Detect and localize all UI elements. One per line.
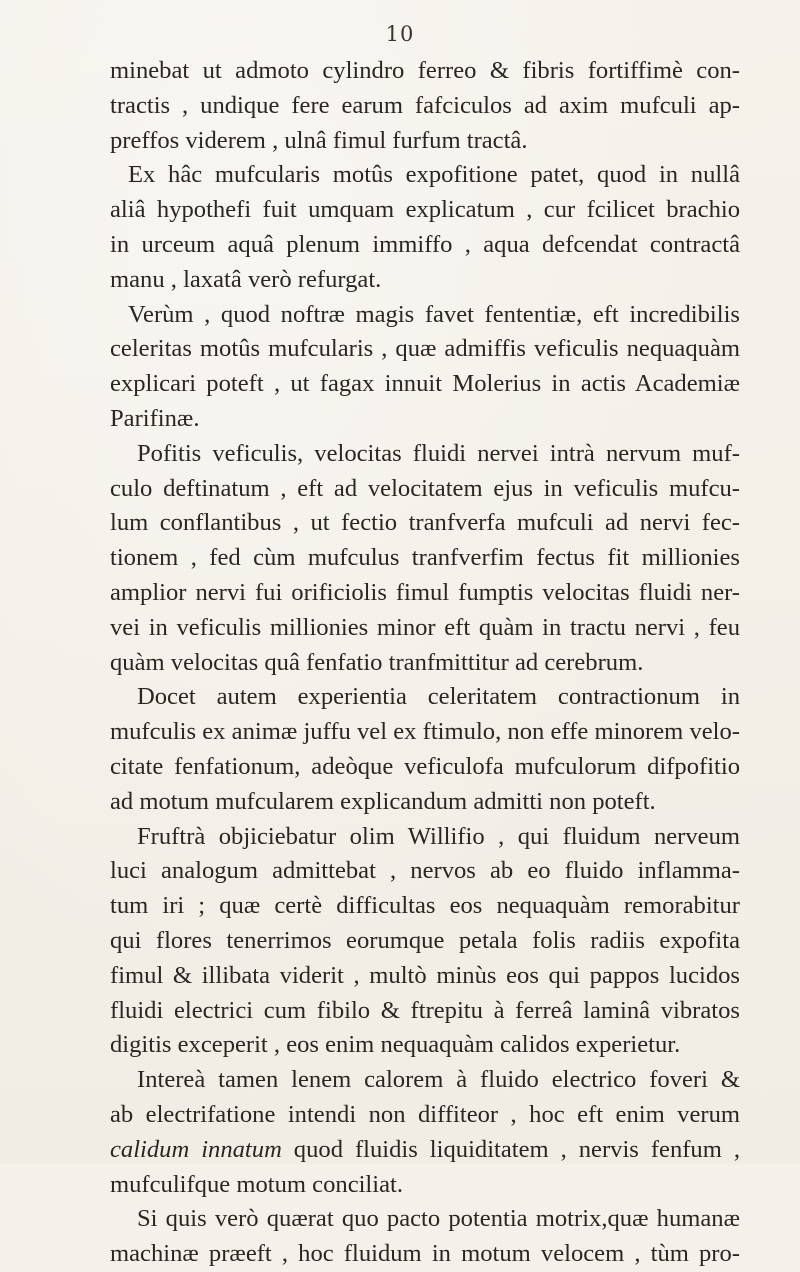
text-line: luci analogum admittebat , nervos ab eo fluido inflamma- [110,857,740,885]
body-text [110,54,740,1272]
text-line: Pofitis veficulis, velocitas fluidi nervei intrà nervum muf- [137,439,740,467]
text-line: tionem , fed cùm mufculus tranfverfim fectus fit millionies [110,544,740,572]
text-line: in urceum aquâ plenum immiffo , aqua defcendat contractâ [110,230,740,258]
text-line: Fruftrà objiciebatur olim Willifio , qui fluidum nerveum [137,822,740,850]
text-line: ab electrifatione intendi non diffiteor , hoc eft enim verum [110,1100,740,1128]
text-line: Verùm , quod noftræ magis favet fententiæ, eft incredibilis [128,300,740,328]
text-line: culo deftinatum , eft ad velocitatem ejus in veficulis mufcu- [110,474,740,502]
page-number: 10 [385,22,415,46]
italic-phrase: calidum innatum [110,1135,282,1163]
text-line: machinæ præeft , hoc fluidum in motum velocem , tùm pro- [110,1240,740,1268]
text-line: qui flores tenerrimos eorumque petala folis radiis expofita [110,926,740,954]
text-line: vei in veficulis millionies minor eft quàm in tractu nervi , feu [110,613,740,641]
text-line: fimul & illibata viderit , multò minùs eos qui pappos lucidos [110,961,740,989]
text-line: mufculis ex animæ juffu vel ex ftimulo, non effe minorem velo- [110,718,740,746]
text-line: explicari poteft , ut fagax innuit Molerius in actis Academiæ [110,370,740,398]
text-line: ad motum mufcularem explicandum admitti non poteft. [110,787,656,815]
text-line: Intereà tamen lenem calorem à fluido electrico foveri & [137,1066,740,1094]
text-line: mufculifque motum conciliat. [110,1170,403,1198]
text-line: citate fenfationum, adeòque veficulofa mufculorum difpofitio [110,752,740,780]
text-line: minebat ut admoto cylindro ferreo & fibris fortiffimè con- [110,57,740,84]
text-line: Parifinæ. [110,404,200,432]
text-line: tractis , undique fere earum fafciculos ad axim mufculi ap- [110,91,740,119]
text-line: manu , laxatâ verò refurgat. [110,265,382,293]
text-line-mixed [110,1133,740,1168]
text-line: Docet autem experientia celeritatem contractionum in [137,683,740,711]
text-line: preffos viderem , ulnâ fimul furfum tractâ. [110,126,528,154]
text-line: quàm velocitas quâ fenfatio tranfmittitur ad cerebrum. [110,648,644,676]
text-line: tum iri ; quæ certè difficultas eos nequaquàm remorabitur [110,892,740,920]
text-line: celeritas motûs mufcularis , quæ admiffis veficulis nequaquàm [110,335,740,363]
text-line: Ex hâc mufcularis motûs expofitione patet, quod in nullâ [128,161,740,189]
text-line: digitis exceperit , eos enim nequaquàm calidos experietur. [110,1031,681,1059]
line-remainder: quod fluidis liquiditatem , nervis fenfum , [281,1135,740,1163]
text-line: aliâ hypothefi fuit umquam explicatum , cur fcilicet brachio [110,196,740,224]
text-line: lum conflantibus , ut fectio tranfverfa mufculi ad nervi fec- [110,509,740,537]
text-line: amplior nervi fui orificiolis fimul fumptis velocitas fluidi ner- [110,578,740,606]
text-line: fluidi electrici cum fibilo & ftrepitu à ferreâ laminâ vibratos [110,996,740,1024]
text-line: Si quis verò quærat quo pacto potentia motrix,quæ humanæ [137,1205,740,1233]
